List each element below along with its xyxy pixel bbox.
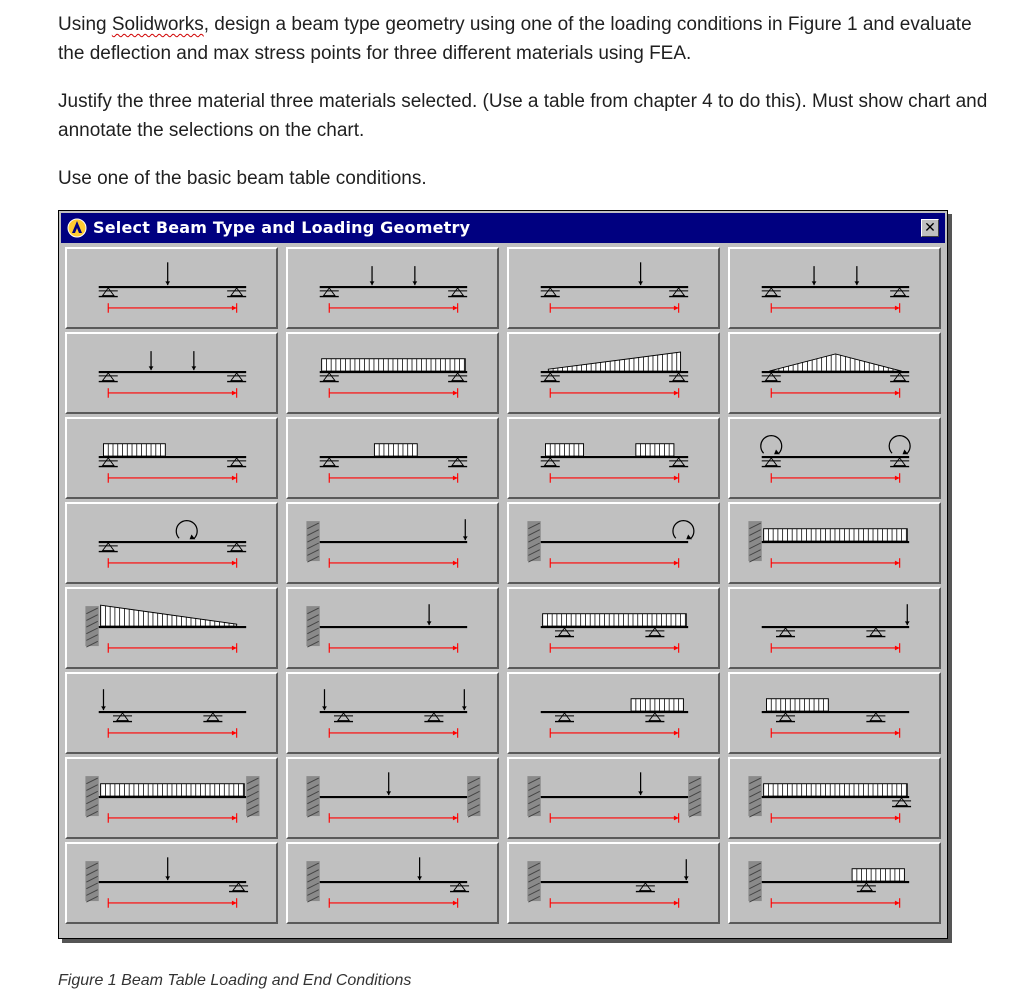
beam-case-button[interactable] [507,417,720,499]
beam-diagram [67,334,276,412]
window-titlebar [61,213,945,243]
beam-case-button[interactable] [65,672,278,754]
beam-diagram [67,844,276,922]
beam-case-button[interactable] [507,757,720,839]
beam-case-button[interactable] [286,757,499,839]
beam-grid [65,247,941,924]
text-segment: Using [58,14,112,35]
beam-case-button[interactable] [507,502,720,584]
beam-diagram [509,504,718,582]
beam-case-button[interactable] [507,672,720,754]
beam-diagram [288,759,497,837]
beam-case-button[interactable] [507,587,720,669]
beam-case-button[interactable] [286,502,499,584]
beam-diagram [509,334,718,412]
beam-case-button[interactable] [728,332,941,414]
beam-diagram [67,589,276,667]
beam-case-button[interactable] [728,247,941,329]
beam-diagram [509,844,718,922]
beam-diagram [730,674,939,752]
app-logo-icon [67,218,87,238]
question-paragraph-3: Use one of the basic beam table conditions. [58,168,427,189]
question-paragraph-1 [58,10,998,68]
beam-diagram [67,249,276,327]
beam-diagram [67,504,276,582]
beam-diagram [288,589,497,667]
beam-diagram [730,334,939,412]
beam-diagram [509,674,718,752]
beam-case-button[interactable] [286,247,499,329]
beam-case-button[interactable] [507,842,720,924]
beam-diagram [509,589,718,667]
question-paragraph-2: Justify the three material three materials selected. (Use a table from chapter 4 to do this). Must show chart and annotate the selections on the chart. [58,91,988,141]
beam-case-button[interactable] [286,332,499,414]
solidworks-term: Solidworks [111,14,204,35]
beam-diagram [730,589,939,667]
beam-diagram [288,334,497,412]
beam-case-button[interactable] [507,247,720,329]
beam-case-button[interactable] [65,502,278,584]
beam-case-button[interactable] [728,502,941,584]
beam-case-button[interactable] [728,587,941,669]
beam-diagram [730,504,939,582]
beam-case-button[interactable] [286,417,499,499]
beam-case-button[interactable] [65,587,278,669]
beam-case-button[interactable] [65,757,278,839]
beam-diagram [509,759,718,837]
beam-diagram [730,844,939,922]
close-icon: ✕ [924,220,936,236]
beam-case-button[interactable] [728,842,941,924]
beam-case-button[interactable] [728,672,941,754]
beam-diagram [288,504,497,582]
beam-diagram [288,419,497,497]
beam-diagram [288,249,497,327]
beam-case-button[interactable] [65,417,278,499]
beam-diagram [67,674,276,752]
beam-case-button[interactable] [728,757,941,839]
beam-case-button[interactable] [65,332,278,414]
figure-caption: Figure 1 Beam Table Loading and End Conditions [58,972,412,989]
close-button[interactable] [921,219,939,237]
beam-diagram [288,844,497,922]
beam-case-button[interactable] [65,842,278,924]
beam-diagram [730,249,939,327]
beam-selection-window [58,210,948,939]
beam-diagram [67,759,276,837]
beam-diagram [67,419,276,497]
beam-diagram [730,419,939,497]
beam-case-button[interactable] [286,672,499,754]
window-title: Select Beam Type and Loading Geometry [93,218,471,237]
beam-case-button[interactable] [728,417,941,499]
beam-case-button[interactable] [507,332,720,414]
beam-diagram [288,674,497,752]
beam-diagram [509,249,718,327]
beam-diagram [509,419,718,497]
beam-case-button[interactable] [65,247,278,329]
beam-case-button[interactable] [286,842,499,924]
beam-case-button[interactable] [286,587,499,669]
text-segment: , design a beam type geometry using one of the loading conditions in Figure 1 and evaluate the deflection and max stress points for three different materials using FEA. [58,14,972,64]
beam-diagram [730,759,939,837]
